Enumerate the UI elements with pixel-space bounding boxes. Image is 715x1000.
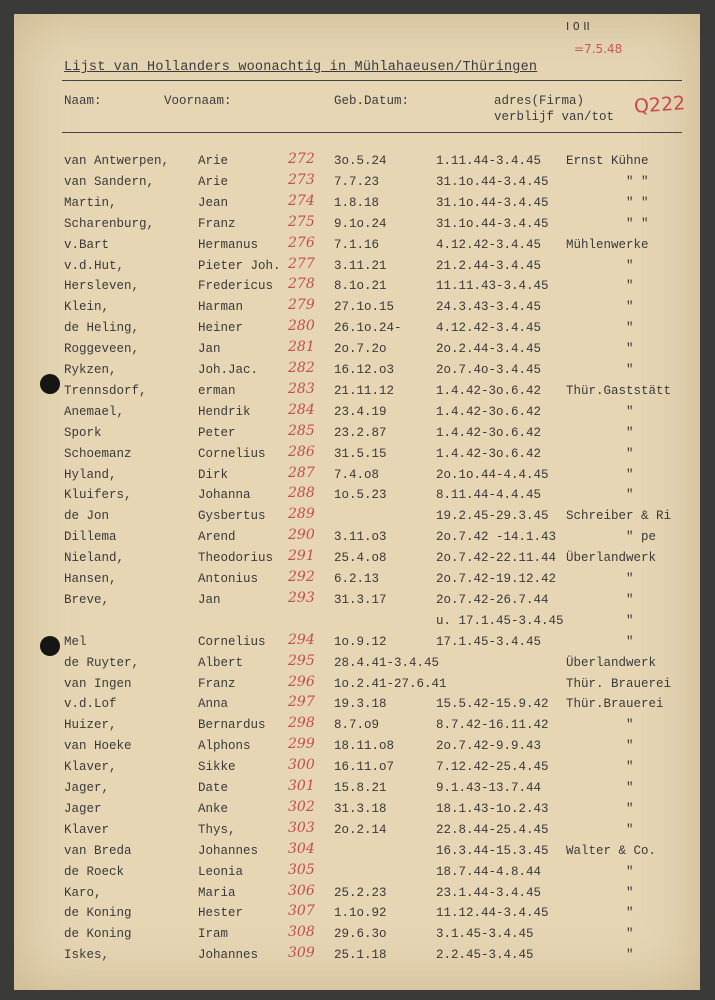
person-name: Mel — [64, 634, 87, 649]
person-firstname: Fredericus — [198, 279, 274, 294]
person-name: Roggeveen, — [64, 342, 140, 357]
person-name: Klaver, — [64, 760, 117, 775]
list-item — [14, 903, 700, 926]
person-firstname: Leonia — [198, 864, 244, 879]
company: " — [626, 739, 634, 754]
birth-date: 23.4.19 — [334, 404, 387, 419]
stay-period: 2o.7.42-26.7.44 — [436, 592, 549, 607]
list-item — [14, 589, 700, 613]
stay-period: 11.12.44-3.4.45 — [436, 906, 549, 921]
person-name: van Antwerpen, — [64, 154, 170, 168]
list-item — [14, 485, 700, 508]
handwritten-number: 282 — [288, 360, 315, 376]
company: " — [626, 948, 634, 963]
archive-code: Q222 — [633, 92, 686, 118]
person-name: Rykzen, — [64, 363, 117, 377]
handwritten-number: 294 — [288, 631, 315, 648]
person-firstname: Arie — [198, 154, 229, 168]
list-item — [14, 924, 700, 947]
stay-period: 4.12.42-3.4.45 — [436, 321, 542, 336]
birth-date: 3.11.21 — [334, 258, 387, 273]
stay-period: 2o.7.4o-3.4.45 — [436, 363, 542, 377]
person-firstname: Bernardus — [198, 718, 266, 733]
stay-period: 1.4.42-3o.6.42 — [436, 404, 542, 419]
handwritten-number: 302 — [288, 798, 315, 815]
birth-date: 18.11.o8 — [334, 739, 395, 754]
list-item — [14, 736, 700, 759]
person-name: Trennsdorf, — [64, 383, 147, 398]
handwritten-number: 281 — [288, 339, 315, 356]
list-item — [14, 882, 700, 906]
birth-date: 1o.5.23 — [334, 488, 387, 503]
handwritten-number: 274 — [288, 192, 315, 209]
stay-period: 9.1.43-13.7.44 — [436, 781, 542, 795]
company: " — [626, 801, 634, 816]
list-item — [14, 380, 700, 404]
page-title: Lijst van Hollanders woonachtig in Mühlahaeusen/Thüringen — [64, 60, 538, 75]
handwritten-number: 303 — [288, 819, 315, 836]
handwritten-number: 273 — [288, 171, 315, 188]
person-name: van Hoeke — [64, 739, 132, 754]
list-item — [14, 840, 700, 864]
person-name: van Breda — [64, 843, 132, 858]
list-item — [14, 527, 700, 550]
person-name: van Sandern, — [64, 174, 155, 189]
person-firstname: Alphons — [198, 739, 251, 754]
birth-date: 21.11.12 — [334, 383, 395, 398]
birth-date: 27.1o.15 — [334, 300, 395, 315]
handwritten-number: 278 — [288, 276, 315, 293]
list-item — [14, 192, 700, 216]
stay-period: 16.3.44-15.3.45 — [436, 843, 549, 858]
person-firstname: Antonius — [198, 572, 259, 586]
birth-date: 1.8.18 — [334, 195, 380, 210]
person-name: Scharenburg, — [64, 216, 155, 231]
stay-period: 22.8.44-25.4.45 — [436, 822, 549, 837]
person-firstname: Johannes — [198, 843, 259, 858]
birth-date: 28.4.41-3.4.45 — [334, 655, 440, 670]
handwritten-number: 272 — [288, 151, 315, 167]
company: " — [626, 572, 634, 586]
list-item — [14, 715, 700, 738]
list-item — [14, 360, 700, 383]
person-firstname: Anke — [198, 801, 229, 816]
stay-period: 21.2.44-3.4.45 — [436, 258, 542, 273]
list-item — [14, 945, 700, 968]
handwritten-number: 276 — [288, 234, 315, 251]
stay-period: u. 17.1.45-3.4.45 — [436, 613, 564, 628]
list-item — [14, 631, 700, 655]
company: Überlandwerk — [566, 551, 657, 566]
birth-date: 8.7.o9 — [334, 718, 380, 733]
handwritten-number: 298 — [288, 715, 315, 732]
list-item — [14, 614, 700, 634]
birth-date: 31.3.17 — [334, 592, 387, 607]
company: " — [626, 467, 634, 482]
list-item — [14, 443, 700, 467]
birth-date: 2o.7.2o — [334, 342, 387, 357]
header-rule — [62, 132, 682, 133]
handwritten-number: 284 — [288, 401, 315, 418]
handwritten-number: 286 — [288, 443, 315, 460]
handwritten-number: 299 — [288, 736, 315, 753]
list-item — [14, 569, 700, 592]
company: " — [626, 718, 634, 733]
person-name: Schoemanz — [64, 446, 132, 461]
person-firstname: Jan — [198, 592, 221, 607]
birth-date: 25.2.23 — [334, 885, 387, 900]
birth-date: 23.2.87 — [334, 425, 387, 440]
company: " — [626, 321, 634, 336]
list-item — [14, 276, 700, 299]
person-firstname: Arie — [198, 174, 229, 189]
birth-date: 25.4.o8 — [334, 551, 387, 566]
person-firstname: Sikke — [198, 760, 236, 775]
stay-period: 2o.7.42-9.9.43 — [436, 739, 542, 754]
stay-period: 1.4.42-3o.6.42 — [436, 425, 542, 440]
stay-period: 23.1.44-3.4.45 — [436, 885, 542, 900]
person-name: Anemael, — [64, 404, 125, 419]
person-firstname: Hermanus — [198, 237, 259, 252]
birth-date: 16.11.o7 — [334, 760, 395, 775]
company: " — [626, 363, 634, 377]
birth-date: 26.1o.24- — [334, 321, 402, 336]
person-name: Iskes, — [64, 948, 110, 963]
birth-date: 31.3.18 — [334, 801, 387, 816]
company: Thür. Brauerei — [566, 676, 672, 691]
handwritten-number: 279 — [288, 297, 315, 314]
handwritten-number: 300 — [288, 757, 315, 774]
person-firstname: Dirk — [198, 467, 229, 482]
company: " — [626, 613, 634, 628]
list-item — [14, 234, 700, 258]
person-firstname: Franz — [198, 216, 236, 231]
person-firstname: Johanna — [198, 488, 251, 503]
birth-date: 19.3.18 — [334, 697, 387, 712]
stay-period: 2o.2.44-3.4.45 — [436, 342, 542, 357]
person-name: Jager — [64, 801, 102, 816]
company: " " — [626, 216, 649, 231]
handwritten-number: 280 — [288, 318, 315, 335]
person-firstname: Arend — [198, 530, 236, 545]
list-item — [14, 778, 700, 801]
handwritten-number: 287 — [288, 464, 315, 481]
company: Ernst Kühne — [566, 154, 649, 168]
company: " — [626, 906, 634, 921]
person-name: de Roeck — [64, 864, 125, 879]
company: Thür.Brauerei — [566, 697, 664, 712]
company: " — [626, 258, 634, 273]
company: " — [626, 488, 634, 503]
person-firstname: erman — [198, 383, 236, 398]
stay-period: 1.4.42-3o.6.42 — [436, 383, 542, 398]
person-name: Breve, — [64, 592, 110, 607]
birth-date: 1o.9.12 — [334, 634, 387, 649]
birth-date: 9.1o.24 — [334, 216, 387, 231]
list-item — [14, 652, 700, 676]
person-name: de Jon — [64, 509, 110, 524]
document-page — [14, 14, 700, 990]
list-item — [14, 506, 700, 529]
person-name: Nieland, — [64, 551, 125, 566]
stay-period: 24.3.43-3.4.45 — [436, 300, 542, 315]
company: " — [626, 592, 634, 607]
company: " — [626, 822, 634, 837]
company: " — [626, 760, 634, 775]
list-item — [14, 318, 700, 341]
top-right-mark: I 0 II — [566, 20, 590, 33]
person-firstname: Heiner — [198, 321, 244, 336]
company: Walter & Co. — [566, 843, 657, 858]
person-name: van Ingen — [64, 676, 132, 691]
person-firstname: Peter — [198, 425, 236, 440]
stay-period: 2o.1o.44-4.4.45 — [436, 467, 549, 482]
stay-period: 18.7.44-4.8.44 — [436, 864, 542, 879]
person-firstname: Jean — [198, 195, 229, 210]
person-name: Jager, — [64, 781, 110, 795]
company: Thür.Gaststätt — [566, 383, 672, 398]
person-name: Dillema — [64, 530, 117, 545]
handwritten-number: 304 — [288, 840, 315, 857]
birth-date: 3.11.o3 — [334, 530, 387, 545]
stay-period: 7.12.42-25.4.45 — [436, 760, 549, 775]
birth-date: 1.1o.92 — [334, 906, 387, 921]
stay-period: 1.11.44-3.4.45 — [436, 154, 542, 168]
list-item — [14, 757, 700, 780]
handwritten-number: 292 — [288, 569, 315, 585]
person-firstname: Franz — [198, 676, 236, 691]
list-item — [14, 297, 700, 320]
person-name: Hersleven, — [64, 279, 140, 294]
list-item — [14, 464, 700, 488]
list-item — [14, 401, 700, 425]
birth-date: 15.8.21 — [334, 781, 387, 795]
stay-period: 19.2.45-29.3.45 — [436, 509, 549, 524]
birth-date: 1o.2.41-27.6.41 — [334, 676, 447, 691]
list-item — [14, 694, 700, 717]
handwritten-number: 285 — [288, 422, 315, 439]
company: " — [626, 885, 634, 900]
person-firstname: Thys, — [198, 822, 236, 837]
company: " — [626, 404, 634, 419]
person-name: Martin, — [64, 195, 117, 210]
handwritten-number: 293 — [288, 589, 315, 606]
handwritten-number: 290 — [288, 527, 315, 544]
birth-date: 7.7.23 — [334, 174, 380, 189]
header-firstname: Voornaam: — [164, 94, 232, 108]
person-name: de Heling, — [64, 321, 140, 336]
list-item — [14, 548, 700, 571]
stay-period: 4.12.42-3.4.45 — [436, 237, 542, 252]
handwritten-number: 296 — [288, 673, 315, 690]
person-name: de Koning — [64, 906, 132, 921]
birth-date: 7.1.16 — [334, 237, 380, 252]
header-address: adres(Firma) — [494, 94, 585, 108]
birth-date: 3o.5.24 — [334, 154, 387, 168]
handwritten-number: 277 — [288, 255, 315, 272]
date-stamp: =7.5.48 — [574, 42, 623, 56]
handwritten-number: 307 — [288, 903, 315, 920]
company: " pe — [626, 530, 657, 545]
list-item — [14, 798, 700, 822]
person-name: Huizer, — [64, 718, 117, 733]
person-firstname: Albert — [198, 655, 244, 670]
birth-date: 16.12.o3 — [334, 363, 395, 377]
handwritten-number: 306 — [288, 882, 315, 899]
person-name: Klein, — [64, 300, 110, 315]
stay-period: 31.1o.44-3.4.45 — [436, 195, 549, 210]
handwritten-number: 288 — [288, 485, 315, 502]
header-name: Naam: — [64, 94, 102, 108]
company: " " — [626, 174, 649, 189]
list-item — [14, 422, 700, 446]
person-firstname: Pieter Joh. — [198, 258, 281, 273]
person-firstname: Joh.Jac. — [198, 363, 259, 377]
stay-period: 2o.7.42-19.12.42 — [436, 572, 557, 586]
handwritten-number: 283 — [288, 380, 315, 397]
person-name: de Ruyter, — [64, 655, 140, 670]
stay-period: 18.1.43-1o.2.43 — [436, 801, 549, 816]
stay-period: 17.1.45-3.4.45 — [436, 634, 542, 649]
person-name: Hansen, — [64, 572, 117, 586]
company: " — [626, 446, 634, 461]
handwritten-number: 301 — [288, 778, 315, 794]
stay-period: 11.11.43-3.4.45 — [436, 279, 549, 294]
company: Überlandwerk — [566, 655, 657, 670]
handwritten-number: 308 — [288, 924, 315, 941]
company: Mühlenwerke — [566, 237, 649, 252]
birth-date: 25.1.18 — [334, 948, 387, 963]
person-firstname: Jan — [198, 342, 221, 357]
person-name: Hyland, — [64, 467, 117, 482]
title-rule — [62, 80, 682, 81]
stay-period: 2o.7.42 -14.1.43 — [436, 530, 557, 545]
company: " — [626, 634, 634, 649]
stay-period: 15.5.42-15.9.42 — [436, 697, 549, 712]
company: " — [626, 927, 634, 942]
person-name: Kluifers, — [64, 488, 132, 503]
birth-date: 31.5.15 — [334, 446, 387, 461]
list-item — [14, 213, 700, 237]
birth-date: 2o.2.14 — [334, 822, 387, 837]
birth-date: 29.6.3o — [334, 927, 387, 942]
list-item — [14, 255, 700, 279]
person-firstname: Cornelius — [198, 446, 266, 461]
handwritten-number: 309 — [288, 945, 315, 962]
person-name: v.Bart — [64, 237, 110, 252]
handwritten-number: 289 — [288, 506, 315, 523]
handwritten-number: 291 — [288, 548, 315, 565]
person-firstname: Maria — [198, 885, 236, 900]
person-firstname: Johannes — [198, 948, 259, 963]
person-name: de Koning — [64, 927, 132, 942]
person-name: v.d.Lof — [64, 697, 117, 712]
person-name: Klaver — [64, 822, 110, 837]
list-item — [14, 339, 700, 362]
person-firstname: Date — [198, 781, 229, 795]
stay-period: 1.4.42-3o.6.42 — [436, 446, 542, 461]
handwritten-number: 297 — [288, 694, 315, 711]
company: " — [626, 781, 634, 795]
list-item — [14, 171, 700, 195]
person-firstname: Iram — [198, 927, 229, 942]
list-item — [14, 151, 700, 174]
company: Schreiber & Ri — [566, 509, 672, 524]
handwritten-number: 295 — [288, 652, 315, 669]
birth-date: 8.1o.21 — [334, 279, 387, 294]
person-firstname: Anna — [198, 697, 229, 712]
list-item — [14, 819, 700, 843]
stay-period: 3.1.45-3.4.45 — [436, 927, 534, 942]
stay-period: 8.11.44-4.4.45 — [436, 488, 542, 503]
person-name: v.d.Hut, — [64, 258, 125, 273]
company: " — [626, 864, 634, 879]
person-firstname: Gysbertus — [198, 509, 266, 524]
person-name: Spork — [64, 425, 102, 440]
handwritten-number: 305 — [288, 861, 315, 878]
person-name: Karo, — [64, 885, 102, 900]
birth-date: 6.2.13 — [334, 572, 380, 586]
person-firstname: Harman — [198, 300, 244, 315]
handwritten-number: 275 — [288, 213, 315, 230]
list-item — [14, 861, 700, 885]
stay-period: 31.1o.44-3.4.45 — [436, 216, 549, 231]
company: " — [626, 300, 634, 315]
company: " — [626, 342, 634, 357]
person-firstname: Theodorius — [198, 551, 274, 566]
header-stay: verblijf van/tot — [494, 110, 615, 124]
stay-period: 2o.7.42-22.11.44 — [436, 551, 557, 566]
birth-date: 7.4.o8 — [334, 467, 380, 482]
person-firstname: Cornelius — [198, 634, 266, 649]
header-birthdate: Geb.Datum: — [334, 94, 410, 108]
stay-period: 8.7.42-16.11.42 — [436, 718, 549, 733]
list-item — [14, 673, 700, 697]
person-firstname: Hendrik — [198, 404, 251, 419]
company: " — [626, 279, 634, 294]
person-firstname: Hester — [198, 906, 244, 921]
stay-period: 2.2.45-3.4.45 — [436, 948, 534, 963]
company: " — [626, 425, 634, 440]
stay-period: 31.1o.44-3.4.45 — [436, 174, 549, 189]
company: " " — [626, 195, 649, 210]
